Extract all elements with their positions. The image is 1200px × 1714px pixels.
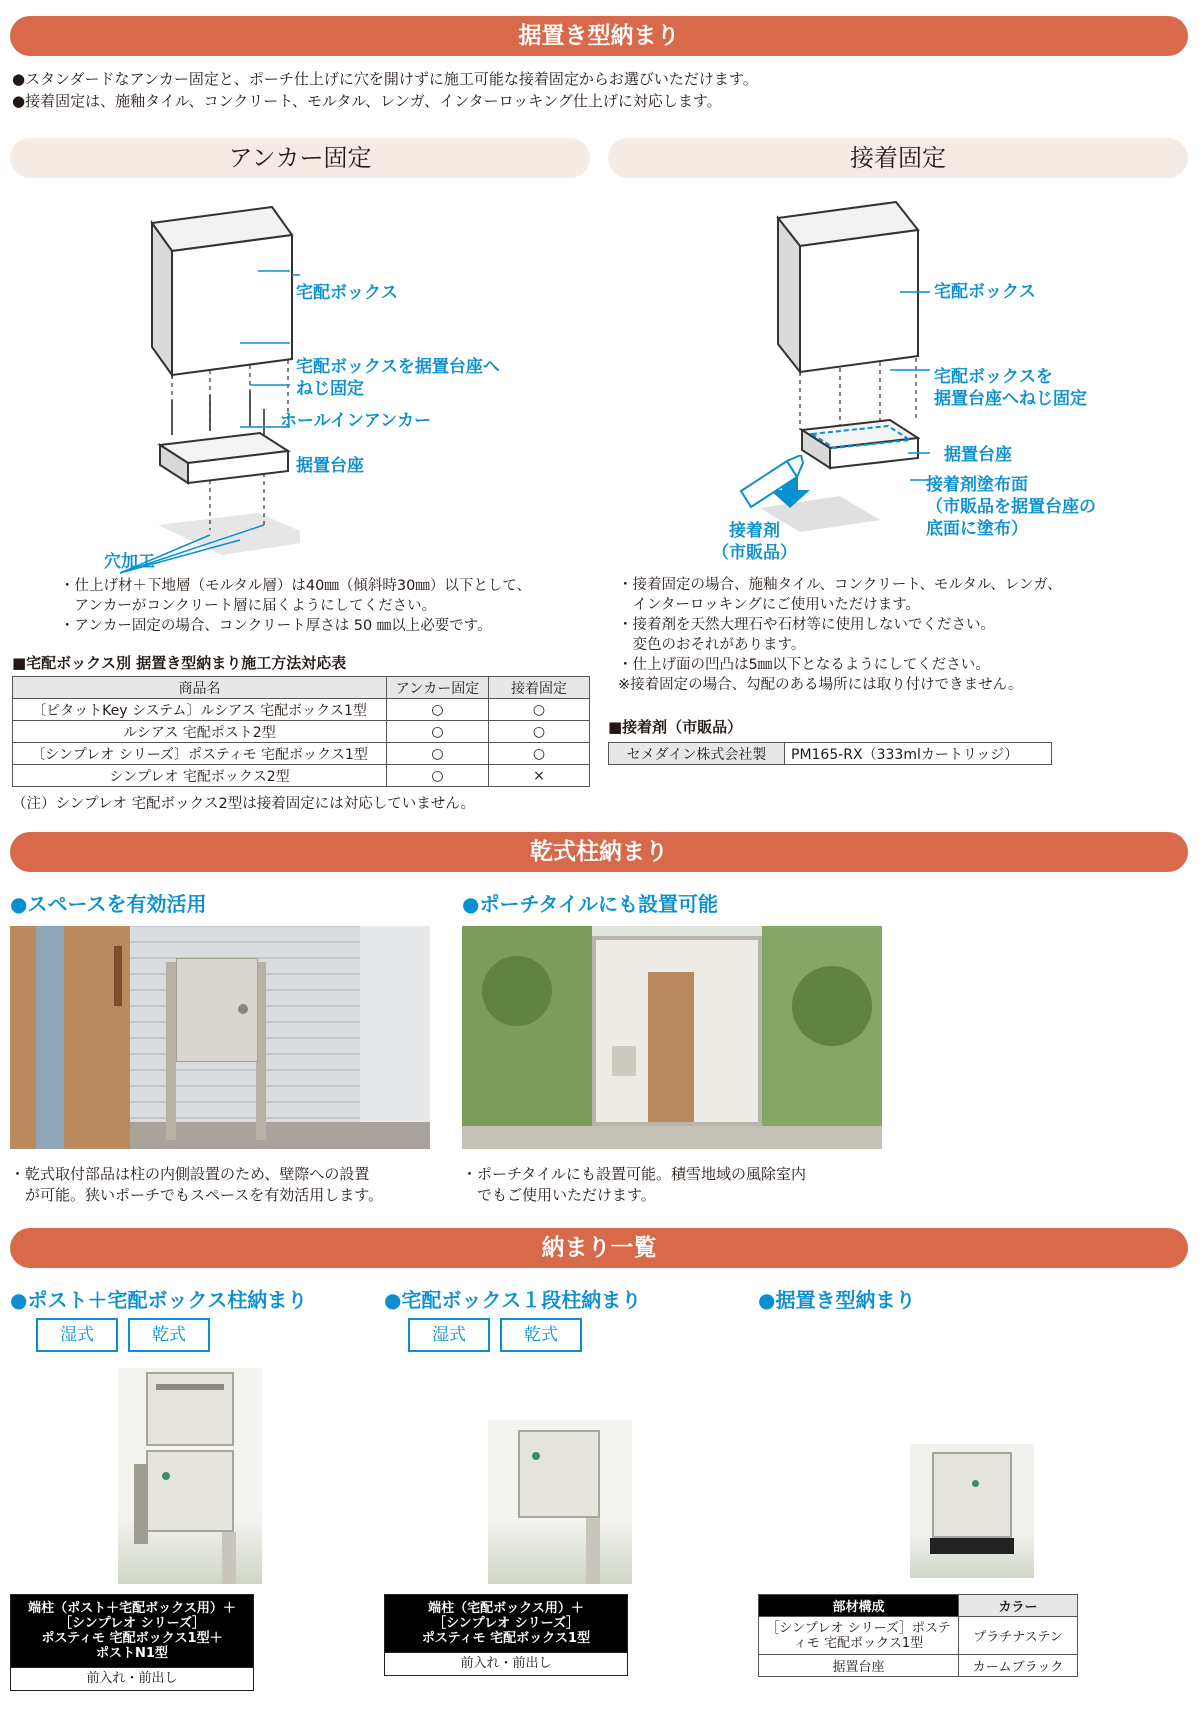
table-row [13, 721, 590, 743]
adhesive-notes [618, 575, 1062, 695]
spec-table-col3 [758, 1594, 1078, 1677]
dry-left-caption [10, 1164, 383, 1206]
glue-table-title: ■接着剤（市販品） [608, 718, 743, 736]
spec-bottom: 前入れ・前出し [11, 1667, 253, 1690]
compat-cell: ○ [387, 721, 489, 743]
anchor-note-line: ・アンカー固定の場合、コンクリート厚さは 50 ㎜以上必要です。 [60, 618, 492, 634]
compat-table [12, 676, 590, 787]
compat-cell: ○ [489, 743, 590, 765]
list-col1-title: ●ポスト＋宅配ボックス柱納まり [10, 1288, 308, 1312]
spec-line: 端柱（ポスト＋宅配ボックス用）＋ [28, 1601, 236, 1616]
spec-line: ポスティモ 宅配ボックス1型 [421, 1631, 591, 1646]
dry-right-caption [462, 1164, 806, 1206]
adhesive-leaders [890, 270, 930, 500]
anchor-callout-screw-line: ねじ固定 [296, 379, 364, 399]
anchor-heading: アンカー固定 [10, 138, 590, 178]
adhesive-note-line: インターロッキングにご使用いただけます。 [618, 597, 921, 613]
spec-col3-header: 部材構成 [759, 1595, 959, 1617]
dry-left-photo [10, 926, 430, 1149]
spec-col3-cell: プラチナステン [959, 1617, 1078, 1655]
product-photo-box [488, 1420, 632, 1584]
compat-header: 接着固定 [489, 677, 590, 699]
table-row [759, 1617, 1078, 1655]
adhesive-note-line: ・接着剤を天然大理石や石材等に使用しないでください。 [618, 617, 995, 633]
compat-cell: 〔ピタットKey システム〕ルシアス 宅配ボックス1型 [13, 699, 387, 721]
adhesive-callout-box: 宅配ボックス [934, 282, 1036, 302]
list-col3-title: ●据置き型納まり [758, 1288, 916, 1312]
adhesive-callout-glue-line: （市販品） [712, 543, 797, 563]
spec-line: ポスティモ 宅配ボックス1型＋ [41, 1631, 223, 1646]
section-banner-dry: 乾式柱納まり [10, 832, 1188, 872]
anchor-note-line: アンカーがコンクリート層に届くようにしてください。 [60, 598, 437, 614]
adhesive-callout-area-line: 接着剤塗布面 [926, 475, 1028, 495]
adhesive-note-line: 変色のおそれがあります。 [618, 637, 806, 653]
adhesive-note-line: ・接着固定の場合、施釉タイル、コンクリート、モルタル、レンガ、 [618, 577, 1062, 593]
tag-dry: 乾式 [128, 1318, 210, 1352]
compat-cell: シンプレオ 宅配ボックス2型 [13, 765, 387, 787]
anchor-leaders [240, 255, 290, 485]
spec-col3-cell: 据置台座 [759, 1655, 959, 1677]
intro-line: ●スタンダードなアンカー固定と、ポーチ仕上げに穴を開けずに施工可能な接着固定からお選びいただけます。 [12, 70, 758, 88]
glue-table [608, 742, 1052, 765]
spec-line: ポストN1型 [96, 1646, 168, 1661]
spec-col3-header: カラー [959, 1595, 1078, 1617]
tag-wet: 湿式 [36, 1318, 118, 1352]
spec-col3-cell: ［シンプレオ シリーズ］ポスティモ 宅配ボックス1型 [759, 1617, 959, 1655]
adhesive-callout-area [926, 474, 1096, 540]
compat-header: 商品名 [13, 677, 387, 699]
spec-box-col2 [384, 1594, 628, 1676]
glue-cartridge-icon [735, 455, 805, 515]
anchor-callout-drilling: 穴加工 [104, 552, 155, 572]
adhesive-callout-glue [712, 520, 797, 564]
anchor-notes [60, 576, 531, 636]
adhesive-callout-screw-line: 据置台座へねじ固定 [934, 389, 1087, 409]
anchor-note-line: ・仕上げ材＋下地層（モルタル層）は40㎜（傾斜時30㎜）以下として、 [60, 578, 532, 594]
spec-col3-cell: カームブラック [959, 1655, 1078, 1677]
spec-dark [11, 1595, 253, 1667]
product-photo-post-box [118, 1368, 262, 1584]
compat-cell: ○ [387, 743, 489, 765]
table-row [13, 743, 590, 765]
dry-left-title: ●スペースを有効活用 [10, 892, 207, 916]
dry-right-caption-line: でもご使用いただけます。 [462, 1186, 656, 1204]
adhesive-callout-screw-line: 宅配ボックスを [934, 367, 1053, 387]
table-row [13, 699, 590, 721]
adhesive-callout-glue-line: 接着剤 [729, 521, 780, 541]
spec-line: ［シンプレオ シリーズ］ [432, 1616, 580, 1631]
anchor-callout-screw-line: 宅配ボックスを据置台座へ [296, 357, 500, 377]
anchor-callout-screw [296, 356, 500, 400]
compat-table-title: ■宅配ボックス別 据置き型納まり施工方法対応表 [12, 654, 347, 672]
intro-line: ●接着固定は、施釉タイル、コンクリート、モルタル、レンガ、インターロッキング仕上げに対応します。 [12, 92, 722, 110]
intro-text [12, 68, 758, 112]
adhesive-callout-area-line: 底面に塗布） [926, 519, 1028, 539]
compat-cell: ○ [489, 721, 590, 743]
compat-cell: ○ [387, 699, 489, 721]
compat-header: アンカー固定 [387, 677, 489, 699]
anchor-callout-hole-in-anchor: ホールインアンカー [280, 411, 432, 431]
compat-footnote: （注）シンプレオ 宅配ボックス2型は接着固定には対応していません。 [12, 796, 476, 812]
table-row [13, 765, 590, 787]
compat-cell: × [489, 765, 590, 787]
compat-cell: ○ [387, 765, 489, 787]
adhesive-note-line: ・仕上げ面の凹凸は5㎜以下となるようにしてください。 [618, 657, 990, 673]
glue-product: PM165-RX（333mlカートリッジ） [785, 743, 1052, 765]
compat-cell: ○ [489, 699, 590, 721]
dry-left-caption-line: ・乾式取付部品は柱の内側設置のため、壁際への設置 [10, 1165, 370, 1183]
section-banner-list: 納まり一覧 [10, 1228, 1188, 1268]
adhesive-callout-screw [934, 366, 1087, 410]
dry-right-caption-line: ・ポーチタイルにも設置可能。積雪地域の風除室内 [462, 1165, 806, 1183]
dry-right-title: ●ポーチタイルにも設置可能 [462, 892, 719, 916]
glue-maker: セメダイン株式会社製 [609, 743, 785, 765]
adhesive-callout-base: 据置台座 [944, 445, 1012, 465]
tag-wet: 湿式 [408, 1318, 490, 1352]
spec-bottom: 前入れ・前出し [385, 1652, 627, 1675]
adhesive-note-line: ※接着固定の場合、勾配のある場所には取り付けできません。 [618, 677, 1023, 693]
tag-dry: 乾式 [500, 1318, 582, 1352]
anchor-callout-box: 宅配ボックス [296, 283, 398, 303]
anchor-callout-base: 据置台座 [296, 456, 364, 476]
list-col2-title: ●宅配ボックス１段柱納まり [384, 1288, 642, 1312]
spec-line: ［シンプレオ シリーズ］ [58, 1616, 206, 1631]
dry-left-caption-line: が可能。狭いポーチでもスペースを有効活用します。 [10, 1186, 384, 1204]
spec-dark [385, 1595, 627, 1652]
spec-box-col1 [10, 1594, 254, 1691]
table-row [759, 1655, 1078, 1677]
compat-cell: ルシアス 宅配ポスト2型 [13, 721, 387, 743]
spec-line: 端柱（宅配ボックス用）＋ [428, 1601, 584, 1616]
adhesive-callout-area-line: （市販品を据置台座の [926, 497, 1096, 517]
adhesive-heading: 接着固定 [608, 138, 1188, 178]
compat-cell: 〔シンプレオ シリーズ〕ポスティモ 宅配ボックス1型 [13, 743, 387, 765]
dry-right-photo [462, 926, 882, 1149]
product-photo-placed-box [910, 1444, 1034, 1578]
section-banner-placed: 据置き型納まり [10, 16, 1188, 56]
